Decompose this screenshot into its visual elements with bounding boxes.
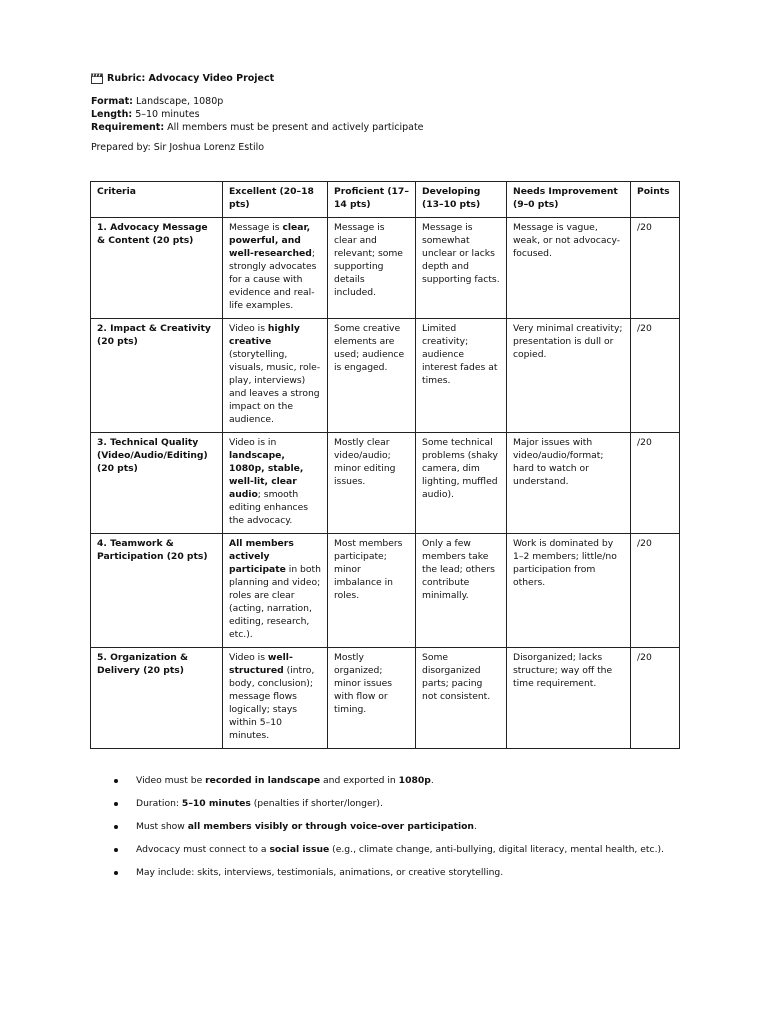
developing-cell: Limited creativity; audience interest fades at times. bbox=[416, 319, 507, 433]
table-row bbox=[91, 534, 680, 648]
points-cell: /20 bbox=[631, 534, 680, 648]
bold-text-run: well-structured bbox=[229, 652, 293, 676]
proficient-cell: Mostly clear video/audio; minor editing issues. bbox=[328, 433, 416, 534]
project-meta bbox=[91, 95, 424, 134]
text-run: . bbox=[430, 775, 434, 786]
list-item bbox=[114, 821, 674, 833]
points-cell: /20 bbox=[631, 319, 680, 433]
text-run: and exported in bbox=[320, 775, 399, 786]
prepared-by: Prepared by: Sir Joshua Lorenz Estilo bbox=[91, 142, 265, 153]
title-text: Rubric: Advocacy Video Project bbox=[107, 73, 275, 84]
bold-text-run: recorded in landscape bbox=[205, 775, 321, 786]
requirement-row bbox=[91, 121, 424, 134]
table-header-row bbox=[91, 182, 680, 218]
points-cell: /20 bbox=[631, 433, 680, 534]
clapperboard-icon bbox=[91, 73, 103, 84]
developing-cell: Only a few members take the lead; others contribute minimally. bbox=[416, 534, 507, 648]
criteria-cell: 1. Advocacy Message & Content (20 pts) bbox=[91, 218, 223, 319]
excellent-cell bbox=[223, 218, 328, 319]
table-row bbox=[91, 433, 680, 534]
excellent-cell bbox=[223, 648, 328, 749]
needs-improvement-cell: Very minimal creativity; presentation is dull or copied. bbox=[507, 319, 631, 433]
bullet-icon bbox=[114, 802, 118, 806]
text-run: Message is bbox=[229, 222, 283, 233]
format-row bbox=[91, 95, 424, 108]
bold-text-run: All members actively participate bbox=[229, 538, 294, 575]
text-run: (e.g., climate change, anti-bullying, digital literacy, mental health, etc.). bbox=[329, 844, 664, 855]
bullet-icon bbox=[114, 825, 118, 829]
list-item bbox=[114, 775, 674, 787]
developing-cell: Some technical problems (shaky camera, dim lighting, muffled audio). bbox=[416, 433, 507, 534]
table-row bbox=[91, 218, 680, 319]
table-row bbox=[91, 648, 680, 749]
header-developing: Developing (13–10 pts) bbox=[416, 182, 507, 218]
text-run: ; smooth editing enhances the advocacy. bbox=[229, 489, 309, 526]
list-item bbox=[114, 867, 674, 879]
criteria-cell: 2. Impact & Creativity (20 pts) bbox=[91, 319, 223, 433]
text-run: Video is bbox=[229, 652, 268, 663]
document-title bbox=[91, 73, 274, 84]
format-label: Format: bbox=[91, 96, 133, 107]
header-points: Points bbox=[631, 182, 680, 218]
criteria-cell: 5. Organization & Delivery (20 pts) bbox=[91, 648, 223, 749]
bullet-icon bbox=[114, 871, 118, 875]
text-run: (storytelling, visuals, music, role-play, interviews) and leaves a strong impact on the audience. bbox=[229, 349, 321, 425]
excellent-cell bbox=[223, 534, 328, 648]
bold-text-run: landscape, 1080p, stable, well-lit, clear audio bbox=[229, 450, 304, 500]
format-value: Landscape, 1080p bbox=[132, 96, 224, 107]
points-cell: /20 bbox=[631, 218, 680, 319]
needs-improvement-cell: Disorganized; lacks structure; way off the time requirement. bbox=[507, 648, 631, 749]
bullet-icon bbox=[114, 779, 118, 783]
requirement-label: Requirement: bbox=[91, 122, 165, 133]
proficient-cell: Some creative elements are used; audience is engaged. bbox=[328, 319, 416, 433]
developing-cell: Message is somewhat unclear or lacks depth and supporting facts. bbox=[416, 218, 507, 319]
bullet-icon bbox=[114, 848, 118, 852]
length-label: Length: bbox=[91, 109, 133, 120]
text-run: Advocacy must connect to a bbox=[136, 844, 270, 855]
length-value: 5–10 minutes bbox=[132, 109, 200, 120]
text-run: Video must be bbox=[136, 775, 206, 786]
bold-text-run: clear, powerful, and well-researched bbox=[229, 222, 312, 259]
text-run: Must show bbox=[136, 821, 188, 832]
needs-improvement-cell: Major issues with video/audio/format; hard to watch or understand. bbox=[507, 433, 631, 534]
proficient-cell: Most members participate; minor imbalance in roles. bbox=[328, 534, 416, 648]
text-run: (intro, body, conclusion); message flows logically; stays within 5–10 minutes. bbox=[229, 665, 315, 741]
text-run: . bbox=[473, 821, 477, 832]
proficient-cell: Message is clear and relevant; some supporting details included. bbox=[328, 218, 416, 319]
header-criteria: Criteria bbox=[91, 182, 223, 218]
points-cell: /20 bbox=[631, 648, 680, 749]
rubric-table bbox=[90, 181, 680, 749]
bold-text-run: social issue bbox=[269, 844, 330, 855]
requirement-value: All members must be present and actively participate bbox=[164, 122, 424, 133]
header-proficient: Proficient (17–14 pts) bbox=[328, 182, 416, 218]
excellent-cell bbox=[223, 319, 328, 433]
text-run: Video is in bbox=[229, 437, 277, 448]
table-row bbox=[91, 319, 680, 433]
bold-text-run: 1080p bbox=[398, 775, 431, 786]
header-needs-improvement: Needs Improvement (9–0 pts) bbox=[507, 182, 631, 218]
text-run: Duration: bbox=[136, 798, 182, 809]
text-run: ; strongly advocates for a cause with evidence and real-life examples. bbox=[229, 248, 317, 311]
header-excellent: Excellent (20–18 pts) bbox=[223, 182, 328, 218]
length-row bbox=[91, 108, 424, 121]
bold-text-run: 5–10 minutes bbox=[181, 798, 251, 809]
text-run: May include: skits, interviews, testimonials, animations, or creative storytelling. bbox=[136, 867, 504, 878]
needs-improvement-cell: Message is vague, weak, or not advocacy-focused. bbox=[507, 218, 631, 319]
criteria-cell: 4. Teamwork & Participation (20 pts) bbox=[91, 534, 223, 648]
text-run: Video is bbox=[229, 323, 268, 334]
text-run: (penalties if shorter/longer). bbox=[250, 798, 383, 809]
list-item bbox=[114, 844, 674, 856]
text-run: in both planning and video; roles are clear (acting, narration, editing, research, etc.). bbox=[229, 564, 321, 640]
criteria-cell: 3. Technical Quality (Video/Audio/Editing) (20 pts) bbox=[91, 433, 223, 534]
requirements-list bbox=[114, 775, 674, 890]
developing-cell: Some disorganized parts; pacing not consistent. bbox=[416, 648, 507, 749]
excellent-cell bbox=[223, 433, 328, 534]
needs-improvement-cell: Work is dominated by 1–2 members; little/no participation from others. bbox=[507, 534, 631, 648]
list-item bbox=[114, 798, 674, 810]
bold-text-run: highly creative bbox=[229, 323, 300, 347]
bold-text-run: all members visibly or through voice-over participation bbox=[187, 821, 474, 832]
proficient-cell: Mostly organized; minor issues with flow or timing. bbox=[328, 648, 416, 749]
